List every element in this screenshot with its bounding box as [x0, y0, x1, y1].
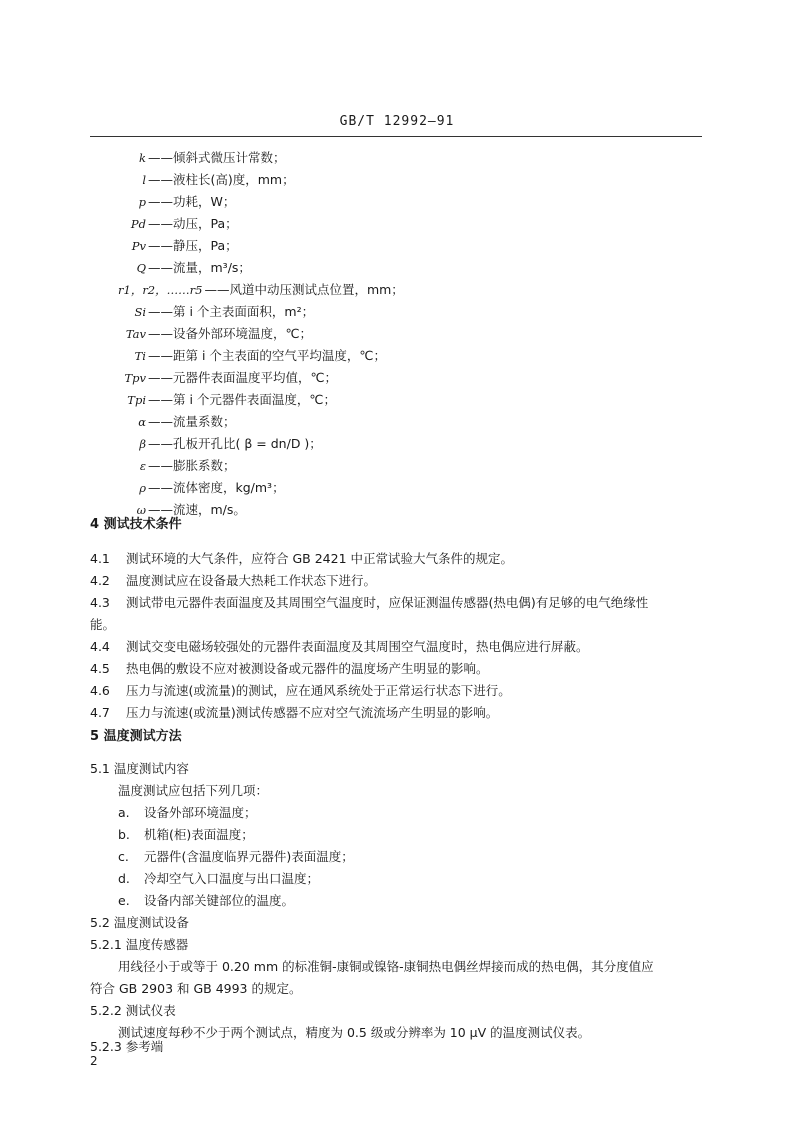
symbol-row — [110, 411, 236, 433]
section-5-2-2-text: 测试速度每秒不少于两个测试点，精度为 0.5 级或分辨率为 10 μV 的温度测试仪表。 — [118, 1025, 591, 1040]
clause-number: 4.5 — [90, 661, 110, 676]
section-4-item — [90, 592, 648, 614]
page-number: 2 — [90, 1054, 98, 1068]
symbol: Tav — [125, 327, 146, 341]
symbol-row — [110, 477, 285, 499]
symbol-row — [110, 455, 236, 477]
clause-number: 4.2 — [90, 573, 110, 588]
symbol: Tpi — [127, 393, 146, 407]
section-4-title: 4 测试技术条件 — [90, 517, 182, 532]
section-5-2-2-title: 5.2.2 测试仪表 — [90, 1003, 176, 1018]
list-item — [118, 802, 257, 824]
symbol-definition: ——设备外部环境温度，℃； — [148, 326, 313, 341]
section-4-item — [90, 658, 489, 680]
symbol: α — [138, 415, 146, 429]
symbol-row — [110, 301, 314, 323]
list-item — [118, 846, 354, 868]
section-5-title: 5 温度测试方法 — [90, 729, 182, 744]
symbol-definition: ——膨胀系数； — [148, 458, 236, 473]
symbol: k — [139, 151, 146, 165]
symbol-definition: ——流量，m³/s； — [148, 260, 251, 275]
list-item-text: 设备外部环境温度； — [144, 805, 257, 820]
symbol: p — [138, 195, 146, 209]
standard-number-header: GB/T 12992—91 — [339, 114, 455, 129]
clause-text: 测试带电元器件表面温度及其周围空气温度时，应保证测温传感器(热电偶)有足够的电气绝缘性 — [126, 595, 649, 610]
clause-text: 测试交变电磁场较强处的元器件表面温度及其周围空气温度时，热电偶应进行屏蔽。 — [126, 639, 589, 654]
list-item-label: a. — [118, 805, 130, 820]
clause-number: 4.3 — [90, 595, 110, 610]
symbol-definition: ——倾斜式微压计常数； — [148, 150, 286, 165]
symbol-definition: ——孔板开孔比( β = dn/D )； — [148, 436, 322, 451]
section-5-1-title: 5.1 温度测试内容 — [90, 761, 189, 776]
symbol: ω — [136, 503, 146, 517]
symbol-row — [110, 389, 336, 411]
clause-text: 温度测试应在设备最大热耗工作状态下进行。 — [126, 573, 377, 588]
symbol-row — [110, 323, 312, 345]
symbol-row — [110, 213, 238, 235]
section-4-item — [90, 548, 513, 570]
symbol-row — [110, 345, 386, 367]
symbol-row — [110, 191, 235, 213]
symbol: Pd — [130, 217, 146, 231]
symbol-row — [110, 257, 251, 279]
symbol: l — [142, 173, 146, 187]
list-item-text: 机箱(柜)表面温度； — [144, 827, 254, 842]
symbol-definition: ——第 i 个主表面面积，m²； — [148, 304, 315, 319]
symbol-definition: ——液柱长(高)度，mm； — [148, 172, 295, 187]
clause-text: 压力与流速(或流量)的测试，应在通风系统处于正常运行状态下进行。 — [126, 683, 511, 698]
section-5-1-intro: 温度测试应包括下列几项： — [118, 783, 269, 798]
symbol-definition: ——元器件表面温度平均值，℃； — [148, 370, 338, 385]
clause-text: 能。 — [90, 617, 116, 632]
section-4-item — [90, 680, 511, 702]
clause-number: 4.6 — [90, 683, 110, 698]
symbol: Si — [134, 305, 146, 319]
section-5-2-title: 5.2 温度测试设备 — [90, 915, 189, 930]
list-item-label: e. — [118, 893, 130, 908]
symbol: β — [139, 437, 146, 451]
section-4-item — [90, 570, 376, 592]
list-item-label: c. — [118, 849, 129, 864]
symbol-definition: ——风道中动压测试点位置，mm； — [204, 282, 404, 297]
list-item-label: d. — [118, 871, 130, 886]
symbol: Tpv — [124, 371, 146, 385]
clause-number: 4.1 — [90, 551, 110, 566]
clause-text: 压力与流速(或流量)测试传感器不应对空气流流场产生明显的影响。 — [126, 705, 499, 720]
symbol-row — [110, 433, 322, 455]
symbol: ρ — [139, 481, 146, 495]
symbol-row — [110, 147, 286, 169]
list-item-text: 设备内部关键部位的温度。 — [144, 893, 295, 908]
symbol-row — [110, 367, 337, 389]
section-4-item — [90, 614, 115, 636]
symbol-definition: ——动压，Pa； — [148, 216, 238, 231]
symbol: r1，r2，……r5 — [118, 283, 203, 297]
symbol-definition: ——第 i 个元器件表面温度，℃； — [148, 392, 336, 407]
symbol: Pv — [131, 239, 146, 253]
section-4-item — [90, 636, 589, 658]
symbol-row — [110, 279, 404, 301]
symbol-definition: ——流量系数； — [148, 414, 236, 429]
symbol: Ti — [134, 349, 146, 363]
clause-number: 4.4 — [90, 639, 110, 654]
section-5-2-1-text-line-2: 符合 GB 2903 和 GB 4993 的规定。 — [90, 981, 302, 996]
list-item — [118, 890, 294, 912]
section-5-2-3-title: 5.2.3 参考端 — [90, 1039, 164, 1054]
clause-text: 热电偶的敷设不应对被测设备或元器件的温度场产生明显的影响。 — [126, 661, 489, 676]
list-item-text: 元器件(含温度临界元器件)表面温度； — [144, 849, 354, 864]
header-rule — [90, 136, 702, 137]
section-5-2-1-title: 5.2.1 温度传感器 — [90, 937, 189, 952]
clause-number: 4.7 — [90, 705, 110, 720]
symbol: ε — [139, 459, 146, 473]
clause-text: 测试环境的大气条件，应符合 GB 2421 中正常试验大气条件的规定。 — [126, 551, 513, 566]
list-item — [118, 868, 319, 890]
symbol-row — [110, 169, 295, 191]
list-item-text: 冷却空气入口温度与出口温度； — [144, 871, 320, 886]
section-4-item — [90, 702, 498, 724]
symbol-definition: ——流体密度，kg/m³； — [148, 480, 285, 495]
section-5-2-1-text-line-1: 用线径小于或等于 0.20 mm 的标准铜-康铜或镍铬-康铜热电偶丝焊接而成的热电偶，其分度值应 — [118, 959, 654, 974]
symbol-definition: ——功耗，W； — [148, 194, 236, 209]
symbol-definition: ——静压，Pa； — [148, 238, 238, 253]
symbol-row — [110, 235, 238, 257]
symbol-definition: ——流速，m/s。 — [148, 502, 246, 517]
symbol-definition: ——距第 i 个主表面的空气平均温度，℃； — [148, 348, 386, 363]
list-item-label: b. — [118, 827, 130, 842]
symbol: Q — [136, 261, 146, 275]
list-item — [118, 824, 254, 846]
